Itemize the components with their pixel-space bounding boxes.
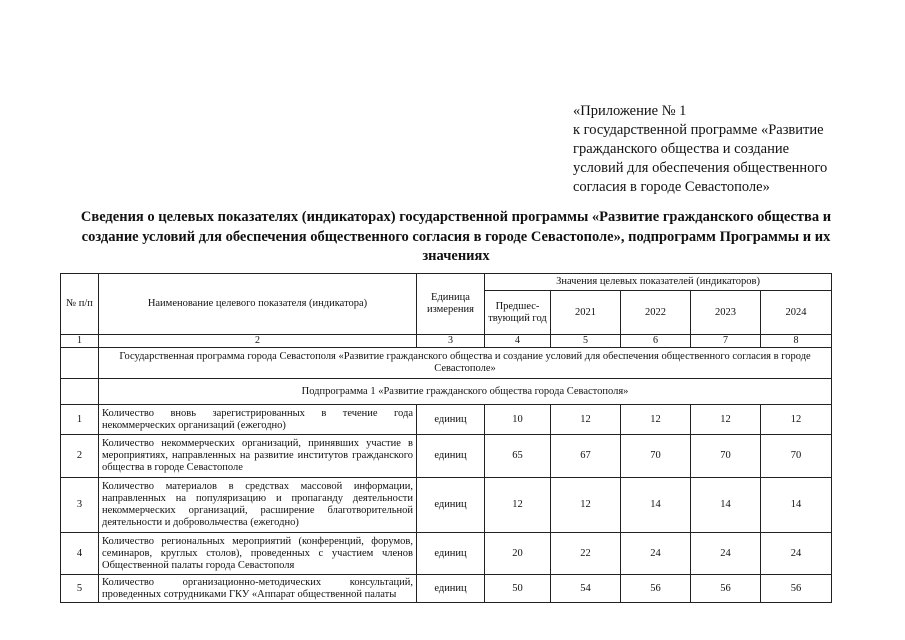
col-number: 1 [61,335,99,348]
row-value: 14 [691,478,761,533]
row-value: 56 [761,575,832,603]
appendix-line: «Приложение № 1 [573,103,687,119]
row-value: 14 [621,478,691,533]
row-num: 3 [61,478,99,533]
appendix-line: согласия в городе Севастополе» [573,179,770,195]
header-values-group: Значения целевых показателей (индикаторов) [485,274,832,291]
header-year: 2021 [551,291,621,335]
header-prev-year: Предшес-твующий год [485,291,551,335]
row-value: 12 [691,405,761,435]
row-value: 24 [621,533,691,575]
row-value: 22 [551,533,621,575]
program-row: Государственная программа города Севастополя «Развитие гражданского общества и создание условий для обеспечения общественного согласия в городе Севастополе» [99,348,832,379]
row-unit: единиц [417,405,485,435]
title-line: Сведения о целевых показателях (индикаторах) государственной программы «Развитие гражданского общества и [80,209,832,225]
row-value: 14 [761,478,832,533]
col-number: 3 [417,335,485,348]
header-num: № п/п [61,274,99,335]
row-value: 24 [691,533,761,575]
row-unit: единиц [417,478,485,533]
header-year: 2022 [621,291,691,335]
header-year: 2024 [761,291,832,335]
row-name: Количество некоммерческих организаций, принявших участие в мероприятиях, направленных на развитие институтов гражданского общества в городе Севастополе [99,435,417,478]
row-unit: единиц [417,435,485,478]
appendix-line: условий для обеспечения общественного [573,160,828,176]
row-name: Количество вновь зарегистрированных в течение года некоммерческих организаций (ежегодно) [99,405,417,435]
empty-cell [61,379,99,405]
col-number: 8 [761,335,832,348]
header-name: Наименование целевого показателя (индикатора) [99,274,417,335]
appendix-line: гражданского общества и создание [573,141,790,157]
row-value: 70 [691,435,761,478]
col-number: 6 [621,335,691,348]
row-name: Количество организационно-методических консультаций, проведенных сотрудниками ГКУ «Аппарат общественной палаты [99,575,417,603]
subprogram-row: Подпрограмма 1 «Развитие гражданского общества города Севастополя» [99,379,832,405]
row-value: 56 [621,575,691,603]
col-number: 2 [99,335,417,348]
row-value: 70 [761,435,832,478]
row-value: 56 [691,575,761,603]
row-value: 10 [485,405,551,435]
row-value: 20 [485,533,551,575]
row-name: Количество региональных мероприятий (конференций, форумов, семинаров, круглых столов), проведенных с участием членов Общественной палаты города Севастополя [99,533,417,575]
header-unit: Единица измерения [417,274,485,335]
row-value: 12 [761,405,832,435]
row-value: 24 [761,533,832,575]
table-row [61,435,832,478]
appendix-note [573,102,873,197]
row-value: 12 [485,478,551,533]
row-value: 50 [485,575,551,603]
table-row [61,533,832,575]
row-value: 12 [621,405,691,435]
empty-cell [61,348,99,379]
row-unit: единиц [417,533,485,575]
document-title [40,208,872,267]
title-line: создание условий для обеспечения общественного согласия в городе Севастополе», подпрограмм Программы и их [81,228,831,245]
col-number: 5 [551,335,621,348]
col-number: 7 [691,335,761,348]
row-num: 1 [61,405,99,435]
row-num: 4 [61,533,99,575]
row-num: 2 [61,435,99,478]
row-unit: единиц [417,575,485,603]
table-row [61,405,832,435]
header-year: 2023 [691,291,761,335]
row-value: 67 [551,435,621,478]
row-value: 65 [485,435,551,478]
row-name: Количество материалов в средствах массовой информации, направленных на популяризацию и пропаганду деятельности некоммерческих организаций, расширение благотворительной деятельности и добровольчества (ежегодно) [99,478,417,533]
indicators-table [60,273,832,603]
row-value: 54 [551,575,621,603]
appendix-line: к государственной программе «Развитие [573,122,824,138]
col-number: 4 [485,335,551,348]
table-row [61,575,832,603]
row-num: 5 [61,575,99,603]
row-value: 12 [551,478,621,533]
row-value: 70 [621,435,691,478]
row-value: 12 [551,405,621,435]
title-line: значениях [422,248,490,264]
table-row [61,478,832,533]
